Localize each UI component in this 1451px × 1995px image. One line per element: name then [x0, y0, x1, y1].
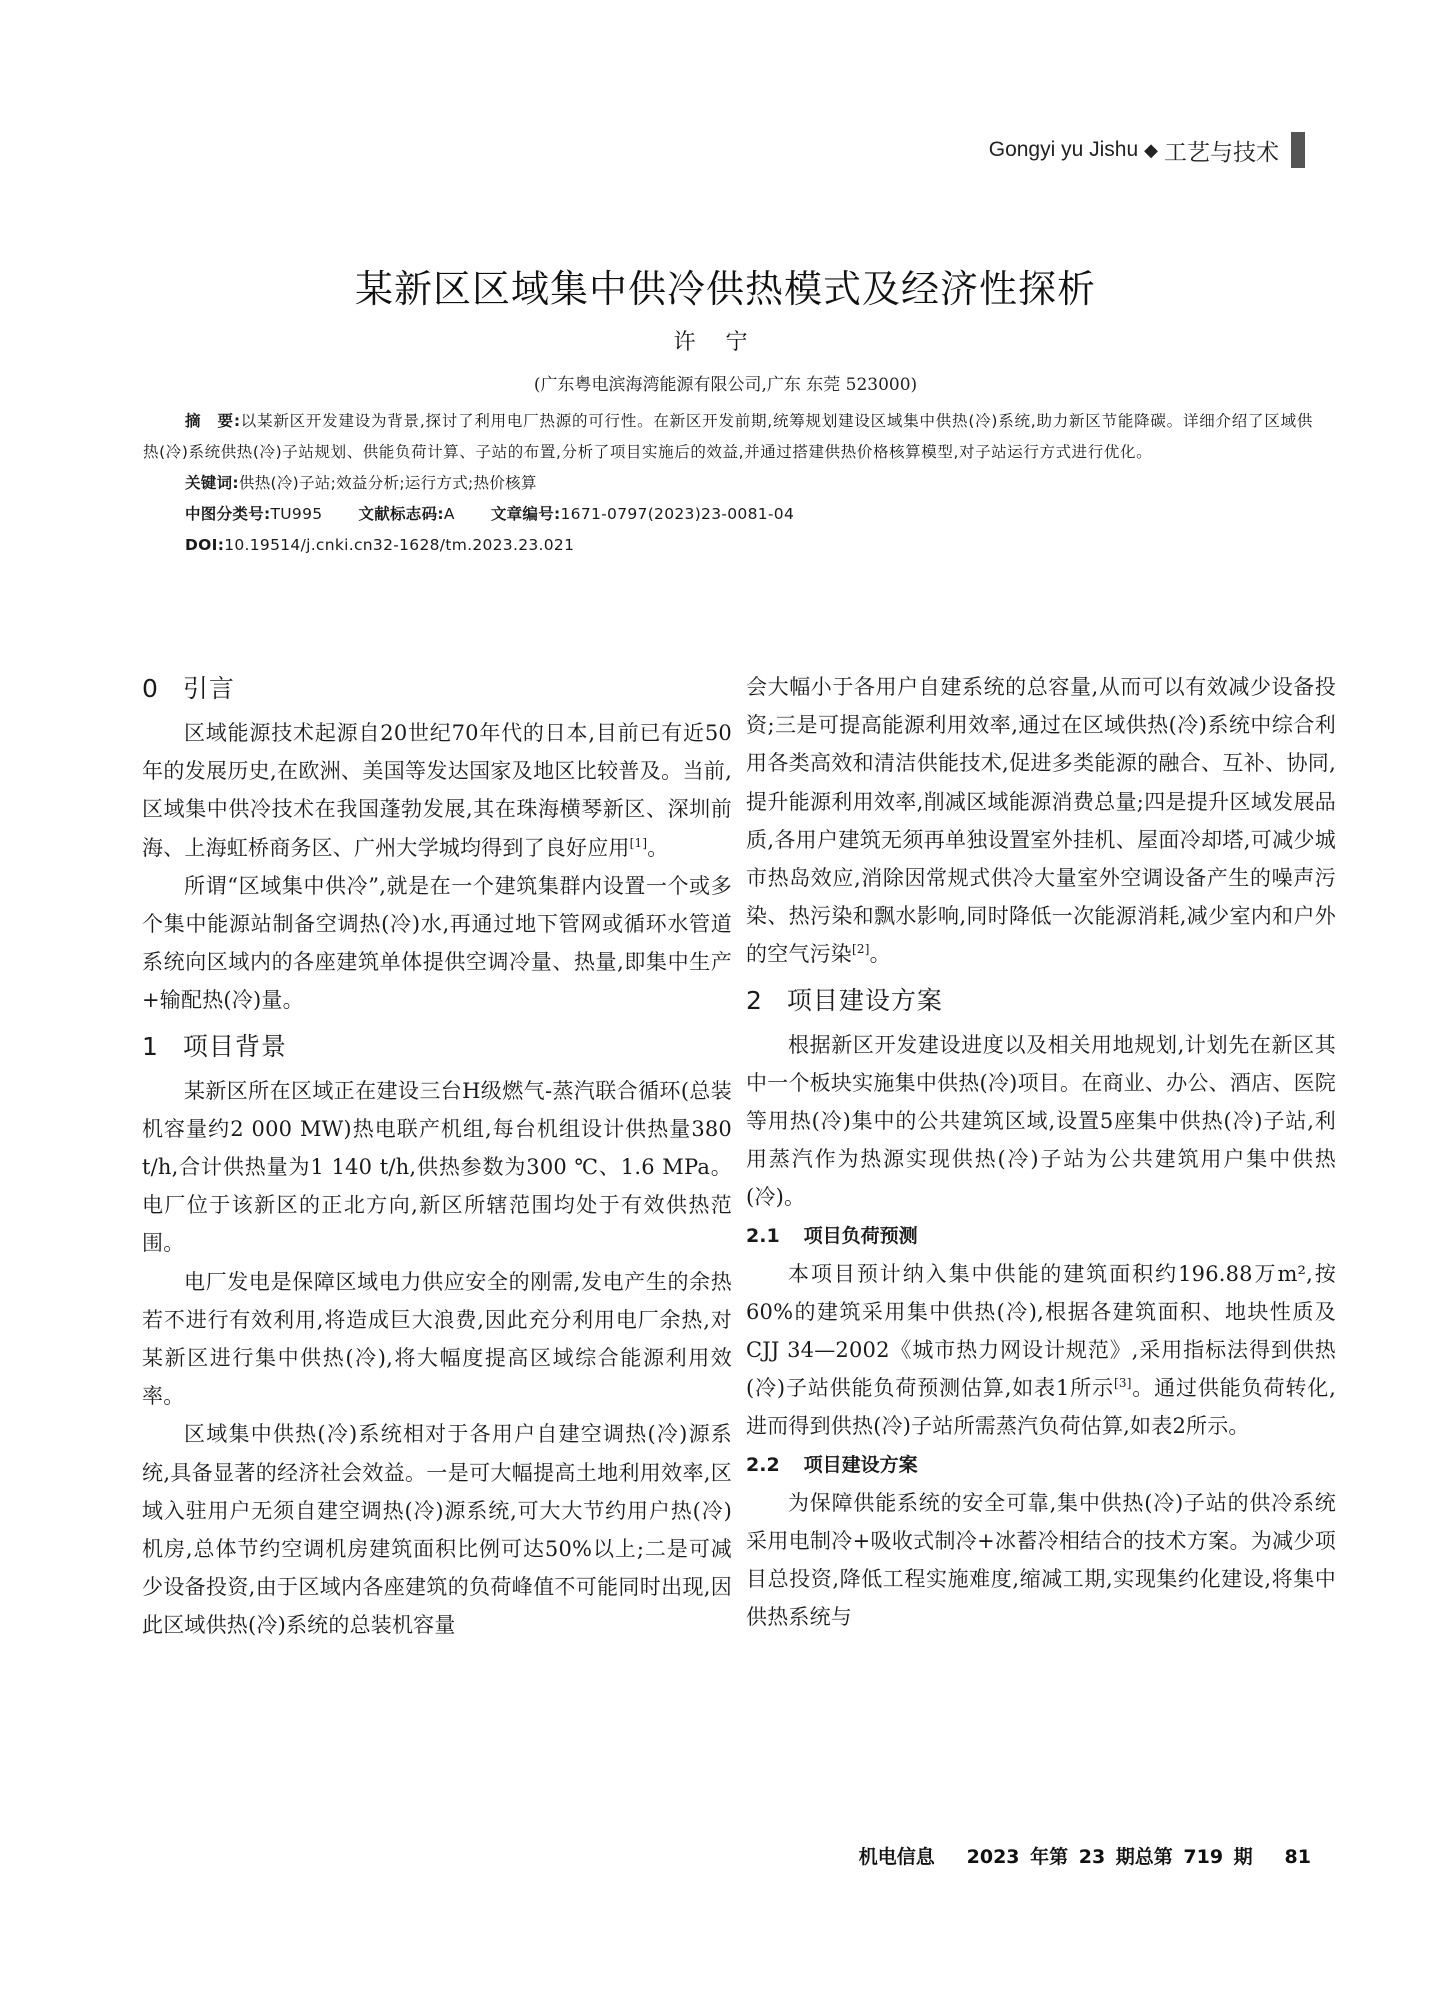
right-column	[746, 668, 1336, 1636]
running-header	[989, 130, 1305, 170]
journal-name-latin: Gongyi yu Jishu	[988, 138, 1139, 161]
clc-value: TU995	[270, 505, 323, 523]
section-heading-1: 1 项目背景	[142, 1031, 287, 1061]
paper-title: 某新区区域集中供冷供热模式及经济性探析	[354, 267, 1096, 311]
paragraph-4: 电厂发电是保障区域电力供应安全的刚需,发电产生的余热若不进行有效利用,将造成巨大浪费,因此充分利用电厂余热,对某新区进行集中供热(冷),将大幅度提高区域综合能源利用效率。	[142, 1269, 732, 1409]
keywords-label: 关键词:	[185, 474, 239, 492]
subsection-heading-2-1: 2.1 项目负荷预测	[746, 1224, 918, 1247]
page-number: 81	[1284, 1846, 1311, 1868]
doi-line	[143, 530, 1313, 561]
clc-label: 中图分类号:	[185, 505, 271, 523]
paragraph-1: 区域能源技术起源自20世纪70年代的日本,目前已有近50年的发展历史,在欧洲、美国等发达国家及地区比较普及。当前,区域集中供冷技术在我国蓬勃发展,其在珠海横琴新区、深圳前海、上海虹桥商务区、广州大学城均得到了良好应用[1]。	[142, 721, 732, 860]
paragraph-6: 会大幅小于各用户自建系统的总容量,从而可以有效减少设备投资;三是可提高能源利用效率,通过在区域供热(冷)系统中综合利用各类高效和清洁供能技术,促进多类能源的融合、互补、协同,提升能源利用效率,削减区域能源消费总量;四是提升区域发展品质,各用户建筑无须再单独设置室外挂机、屋面冷却塔,可减少城市热岛效应,消除因常规式供冷大量室外空调设备产生的噪声污染、热污染和飘水影响,同时降低一次能源消耗,减少室内和户外的空气污染[2]。	[746, 675, 1336, 967]
doi-label: DOI:	[185, 536, 225, 554]
abstract-text: 以某新区开发建设为背景,探讨了利用电厂热源的可行性。在新区开发前期,统筹规划建设区域集中供热(冷)系统,助力新区节能降碳。详细介绍了区域供热(冷)系统供热(冷)子站规划、供能负荷计算、子站的布置,分析了项目实施后的效益,并通过搭建供热价格核算模型,对子站运行方式进行优化。	[143, 412, 1313, 461]
paragraph-2: 所谓“区域集中供冷”,就是在一个建筑集群内设置一个或多个集中能源站制备空调热(冷)水,再通过地下管网或循环水管道系统向区域内的各座建筑单体提供空调冷量、热量,即集中生产+输配热(冷)量。	[142, 873, 732, 1013]
header-bar-icon	[1291, 132, 1305, 168]
paragraph-7: 根据新区开发建设进度以及相关用地规划,计划先在新区其中一个板块实施集中供热(冷)项目。在商业、办公、酒店、医院等用热(冷)集中的公共建筑区域,设置5座集中供热(冷)子站,利用蒸汽作为热源实现供热(冷)子站为公共建筑用户集中供热(冷)。	[746, 1032, 1336, 1210]
left-column	[142, 662, 732, 1645]
citation-1: [1]	[629, 835, 648, 850]
affiliation: (广东粤电滨海湾能源有限公司,广东 东莞 523000)	[533, 375, 918, 395]
section-heading-2: 2 项目建设方案	[746, 985, 943, 1015]
section-heading-0: 0 引言	[142, 674, 235, 703]
paragraph-8: 本项目预计纳入集中供能的建筑面积约196.88万m²,按60%的建筑采用集中供热(冷),根据各建筑面积、地块性质及CJJ 34—2002《城市热力网设计规范》,采用指标法得到供热(冷)子站供能负荷预测估算,如表1所示[3]。通过供能负荷转化,进而得到供热(冷)子站所需蒸汽负荷估算,如表2所示。	[746, 1261, 1336, 1439]
author: 许宁	[673, 330, 778, 355]
abstract	[143, 406, 1313, 468]
citation-3: [3]	[1113, 1376, 1132, 1391]
article-number-value: 1671-0797(2023)23-0081-04	[560, 505, 795, 523]
paragraph-3: 某新区所在区域正在建设三台H级燃气-蒸汽联合循环(总装机容量约2 000 MW)热电联产机组,每台机组设计供热量380 t/h,合计供热量为1 140 t/h,供热参数为300 ℃、1.6 MPa。电厂位于该新区的正北方向,新区所辖范围均处于有效供热范围。	[142, 1078, 732, 1256]
subsection-heading-2-2: 2.2 项目建设方案	[746, 1453, 918, 1476]
abstract-label: 摘 要:	[185, 412, 241, 430]
doc-code-label: 文献标志码:	[358, 505, 444, 523]
footer-issue: 2023 年第 23 期总第 719 期	[966, 1846, 1253, 1868]
keywords-text: 供热(冷)子站;效益分析;运行方式;热价核算	[238, 474, 537, 492]
diamond-separator: ◆	[1144, 139, 1158, 160]
article-number-label: 文章编号:	[490, 505, 561, 523]
column-name: 工艺与技术	[1164, 139, 1279, 166]
paragraph-5: 区域集中供热(冷)系统相对于各用户自建空调热(冷)源系统,具备显著的经济社会效益。一是可大幅提高土地利用效率,区域入驻用户无须自建空调热(冷)源系统,可大大节约用户热(冷)机房,总体节约空调机房建筑面积比例可达50%以上;二是可减少设备投资,由于区域内各座建筑的负荷峰值不可能同时出现,因此区域供热(冷)系统的总装机容量	[142, 1422, 732, 1638]
keywords	[143, 468, 1313, 499]
citation-2: [2]	[852, 942, 870, 957]
paragraph-9: 为保障供能系统的安全可靠,集中供热(冷)子站的供冷系统采用电制冷+吸收式制冷+冰蓄冷相结合的技术方案。为减少项目总投资,降低工程实施难度,缩减工期,实现集约化建设,将集中供热系统与	[746, 1490, 1336, 1630]
doi-value: 10.19514/j.cnki.cn32-1628/tm.2023.23.021	[224, 536, 575, 554]
classification-line	[143, 499, 1313, 530]
doc-code-value: A	[443, 505, 455, 523]
abstract-block	[143, 406, 1313, 561]
footer-journal: 机电信息	[858, 1846, 935, 1868]
page-footer	[859, 1842, 1311, 1869]
